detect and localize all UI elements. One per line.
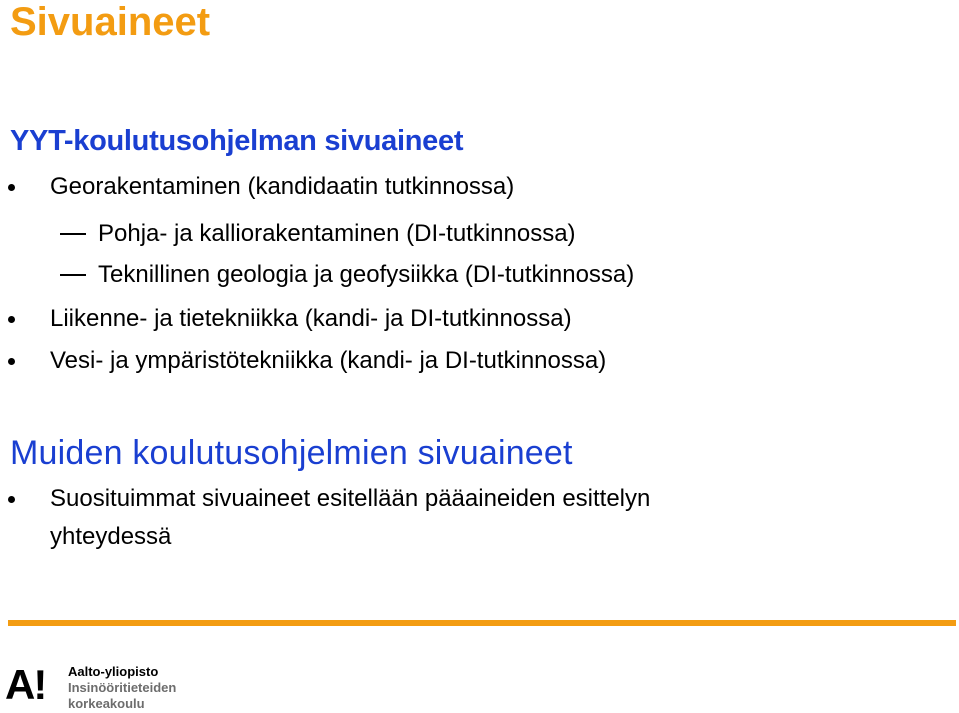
logo-school-name-line1: Insinööritieteiden — [68, 680, 177, 695]
bullet-icon — [8, 358, 15, 365]
dash-icon — [60, 274, 86, 276]
section-heading-yyt: YYT-koulutusohjelman sivuaineet — [10, 125, 464, 157]
list-item-text: Vesi- ja ympäristötekniikka (kandi- ja DI-tutkinnossa) — [50, 347, 607, 374]
bullet-icon — [8, 184, 15, 191]
list-item-text: yhteydessä — [50, 523, 172, 550]
slide-title: Sivuaineet — [10, 0, 211, 44]
bullet-icon — [8, 316, 15, 323]
logo-university-name: Aalto-yliopisto — [68, 664, 159, 679]
bullet-icon — [8, 496, 15, 503]
list-item-text: Georakentaminen (kandidaatin tutkinnossa) — [50, 173, 515, 200]
list-item-text: Suosituimmat sivuaineet esitellään pääaineiden esittelyn — [50, 485, 651, 512]
list-item-text: Teknillinen geologia ja geofysiikka (DI-tutkinnossa) — [98, 261, 635, 288]
aalto-logo-icon: A! — [5, 661, 46, 708]
logo-school-name-line2: korkeakoulu — [68, 696, 145, 711]
footer-divider — [8, 620, 956, 626]
section-heading-other: Muiden koulutusohjelmien sivuaineet — [10, 434, 573, 472]
dash-icon — [60, 233, 86, 235]
list-item-text: Liikenne- ja tietekniikka (kandi- ja DI-tutkinnossa) — [50, 305, 572, 332]
list-item-text: Pohja- ja kalliorakentaminen (DI-tutkinnossa) — [98, 220, 576, 247]
